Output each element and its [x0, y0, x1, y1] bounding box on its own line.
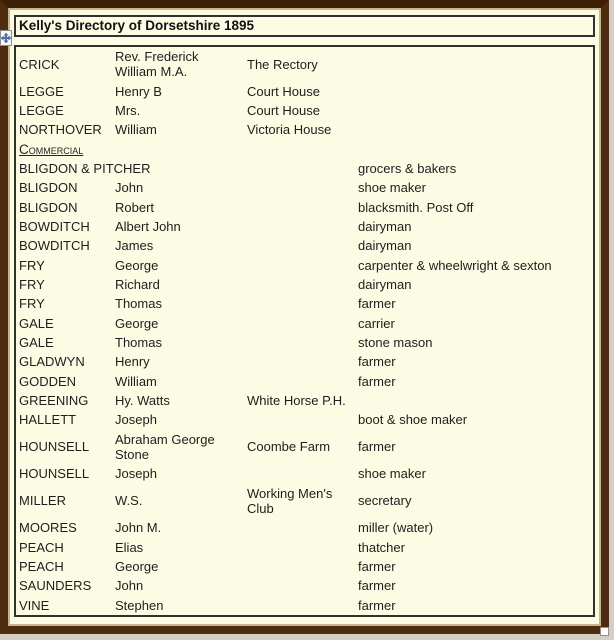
residence-cell	[244, 333, 355, 352]
residence-cell: Court House	[247, 83, 320, 99]
surname-cell: MOORES	[19, 520, 77, 536]
forename-cell: George	[115, 315, 159, 331]
surname-cell: BOWDITCH	[19, 238, 90, 254]
table-row	[15, 557, 594, 576]
forename-cell: George	[115, 558, 159, 574]
occupation-cell: carrier	[358, 315, 395, 331]
table-row	[15, 256, 594, 275]
table-row	[15, 576, 594, 595]
forename-cell: James	[115, 238, 154, 254]
table-row	[15, 372, 594, 391]
surname-cell: LEGGE	[19, 83, 64, 99]
table-row	[15, 159, 594, 178]
residence-cell	[244, 294, 355, 313]
forename-cell: Henry	[115, 354, 150, 370]
surname-cell: MILLER	[19, 493, 66, 509]
surname-cell: CRICK	[19, 56, 60, 72]
occupation-cell: blacksmith. Post Off	[358, 199, 474, 215]
forename-cell: Joseph	[115, 412, 157, 428]
forename-cell: Abraham George Stone	[115, 431, 215, 462]
table-row	[15, 518, 594, 537]
residence-cell	[244, 410, 355, 429]
occupation-cell: farmer	[358, 373, 396, 389]
forename-cell: Albert John	[115, 219, 181, 235]
residence-cell	[244, 314, 355, 333]
forename-cell: Joseph	[115, 466, 157, 482]
table-row	[15, 140, 594, 159]
forename-cell: Hy. Watts	[115, 393, 170, 409]
residence-cell	[244, 576, 355, 595]
residence-cell	[244, 372, 355, 391]
table-row	[15, 178, 594, 197]
table-row	[15, 410, 594, 429]
residence-cell	[244, 178, 355, 197]
occupation-cell: dairyman	[358, 219, 412, 235]
forename-cell: Thomas	[115, 296, 162, 312]
residence-cell	[244, 236, 355, 255]
residence-cell	[244, 159, 355, 178]
table-row	[15, 198, 594, 217]
table-row	[15, 430, 594, 465]
surname-cell: BLIGDON & PITCHER	[19, 161, 151, 177]
table-row	[15, 236, 594, 255]
occupation-cell: farmer	[358, 578, 396, 594]
occupation-cell: miller (water)	[358, 520, 434, 536]
residence-cell: Court House	[247, 103, 320, 119]
residence-cell	[244, 518, 355, 537]
occupation-cell: shoe maker	[358, 180, 426, 196]
surname-cell: BOWDITCH	[19, 219, 90, 235]
occupation-cell: farmer	[358, 296, 396, 312]
move-arrows-icon	[1, 33, 11, 43]
surname-cell: GALE	[19, 315, 54, 331]
table-row	[15, 333, 594, 352]
table-row	[15, 537, 594, 556]
table-row	[15, 217, 594, 236]
surname-cell: FRY	[19, 296, 45, 312]
table-row	[15, 120, 594, 139]
surname-cell: GLADWYN	[19, 354, 85, 370]
forename-cell: Robert	[115, 199, 155, 215]
occupation-cell: farmer	[358, 354, 396, 370]
forename-cell: Richard	[115, 277, 160, 293]
residence-cell	[244, 198, 355, 217]
forename-cell: Thomas	[115, 335, 162, 351]
forename-cell: William	[115, 373, 157, 389]
forename-cell: Stephen	[115, 597, 164, 613]
surname-cell: VINE	[19, 597, 50, 613]
forename-cell: Rev. Frederick William M.A.	[115, 49, 199, 80]
surname-cell: PEACH	[19, 558, 64, 574]
residence-cell: Working Men's Club	[247, 485, 333, 516]
residence-cell: Victoria House	[247, 122, 332, 138]
forename-cell: W.S.	[115, 493, 143, 509]
surname-cell: FRY	[19, 257, 45, 273]
table-row	[15, 391, 594, 410]
directory-table-body	[15, 46, 594, 616]
forename-cell: John M.	[115, 520, 162, 536]
occupation-cell	[355, 46, 594, 82]
residence-cell	[244, 256, 355, 275]
forename-cell: Elias	[115, 539, 144, 555]
residence-cell	[244, 217, 355, 236]
residence-cell	[244, 275, 355, 294]
occupation-cell	[355, 82, 594, 101]
table-row	[15, 275, 594, 294]
directory-table	[14, 45, 595, 617]
surname-cell: LEGGE	[19, 103, 64, 119]
table-resize-handle[interactable]	[600, 627, 609, 636]
table-row	[15, 352, 594, 371]
table-row	[15, 101, 594, 120]
forename-cell: George	[115, 257, 159, 273]
residence-cell	[244, 595, 355, 616]
occupation-cell: shoe maker	[358, 466, 426, 482]
occupation-cell: grocers & bakers	[358, 161, 457, 177]
residence-cell	[244, 464, 355, 483]
occupation-cell: farmer	[358, 597, 396, 613]
surname-cell: HOUNSELL	[19, 466, 90, 482]
table-row	[15, 595, 594, 616]
occupation-cell: stone mason	[358, 335, 433, 351]
forename-cell: Henry B	[115, 83, 162, 99]
forename-cell: John	[115, 578, 144, 594]
surname-cell: GREENING	[19, 393, 89, 409]
occupation-cell	[355, 391, 594, 410]
table-row	[15, 483, 594, 518]
table-row	[15, 464, 594, 483]
occupation-cell: boot & shoe maker	[358, 412, 468, 428]
surname-cell: SAUNDERS	[19, 578, 92, 594]
table-row	[15, 82, 594, 101]
occupation-cell: farmer	[358, 439, 396, 455]
forename-cell: Mrs.	[115, 103, 141, 119]
table-move-handle[interactable]	[0, 30, 12, 46]
occupation-cell	[355, 120, 594, 139]
residence-cell: The Rectory	[247, 56, 318, 72]
occupation-cell: farmer	[358, 558, 396, 574]
table-row	[15, 314, 594, 333]
occupation-cell: dairyman	[358, 277, 412, 293]
page-title: Kelly's Directory of Dorsetshire 1895	[14, 15, 595, 37]
surname-cell: FRY	[19, 277, 45, 293]
occupation-cell: thatcher	[358, 539, 405, 555]
occupation-cell: carpenter & wheelwright & sexton	[358, 257, 552, 273]
surname-cell: HALLETT	[19, 412, 77, 428]
residence-cell	[244, 537, 355, 556]
surname-cell: GODDEN	[19, 373, 77, 389]
surname-cell: HOUNSELL	[19, 439, 90, 455]
surname-cell: NORTHOVER	[19, 122, 102, 138]
surname-cell: BLIGDON	[19, 180, 78, 196]
forename-cell: William	[115, 122, 157, 138]
occupation-cell: dairyman	[358, 238, 412, 254]
table-row	[15, 294, 594, 313]
section-heading: Commercial	[19, 141, 84, 157]
residence-cell: White Horse P.H.	[247, 393, 346, 409]
surname-cell: GALE	[19, 335, 54, 351]
residence-cell	[244, 352, 355, 371]
residence-cell	[244, 557, 355, 576]
table-row	[15, 46, 594, 82]
surname-cell: BLIGDON	[19, 199, 78, 215]
occupation-cell: secretary	[358, 493, 412, 509]
residence-cell: Coombe Farm	[247, 439, 331, 455]
forename-cell: John	[115, 180, 144, 196]
surname-cell: PEACH	[19, 539, 64, 555]
occupation-cell	[355, 101, 594, 120]
